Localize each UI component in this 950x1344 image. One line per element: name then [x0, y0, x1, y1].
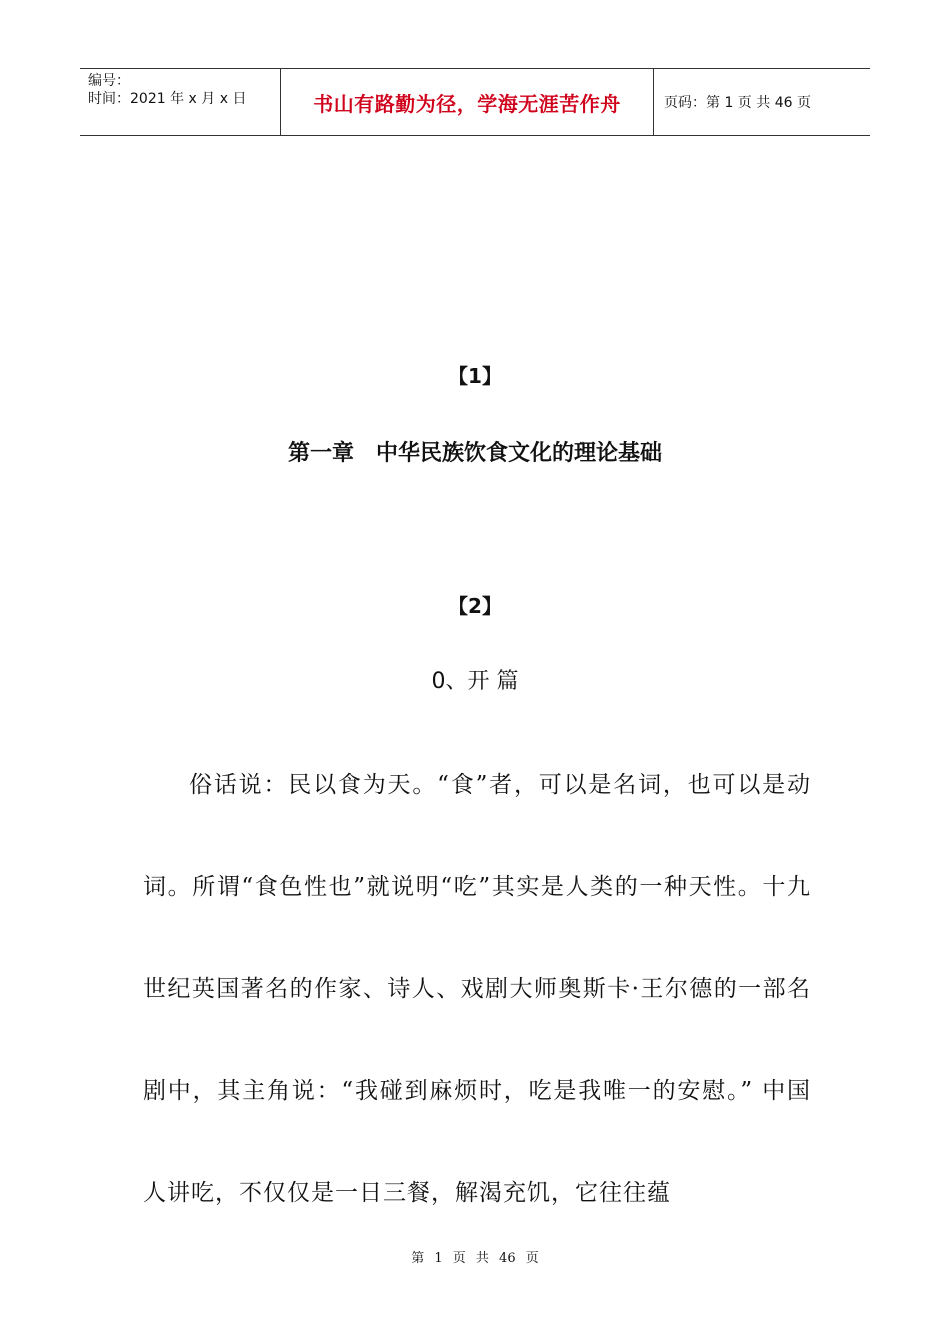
page-footer: 第 1 页 共 46 页	[411, 1251, 539, 1266]
section-subtitle: 0、开 篇	[431, 669, 519, 694]
document-date-label: 时间：2021 年 x 月 x 日	[88, 91, 247, 107]
header-motto: 书山有路勤为径，学海无涯苦作舟	[281, 69, 654, 135]
document-header	[80, 68, 870, 136]
body-paragraph: 俗话说：民以食为天。“食”者，可以是名词，也可以是动词。所谓“食色性也”就说明“吃”其实是人类的一种天性。十九世纪英国著名的作家、诗人、戏剧大师奥斯卡·王尔德的一部名剧中，其主角说：“我碰到麻烦时，吃是我唯一的安慰。” 中国人讲吃，不仅仅是一日三餐，解渴充饥，它往往蕴	[143, 772, 811, 1206]
header-page-info: 页码：第 1 页 共 46 页	[664, 95, 811, 111]
section-marker-2: 【2】	[448, 594, 502, 618]
section-marker-1: 【1】	[448, 364, 502, 388]
chapter-title: 第一章 中华民族饮食文化的理论基础	[287, 441, 662, 466]
header-meta-cell	[80, 69, 281, 135]
document-number-label: 编号：	[88, 73, 130, 89]
